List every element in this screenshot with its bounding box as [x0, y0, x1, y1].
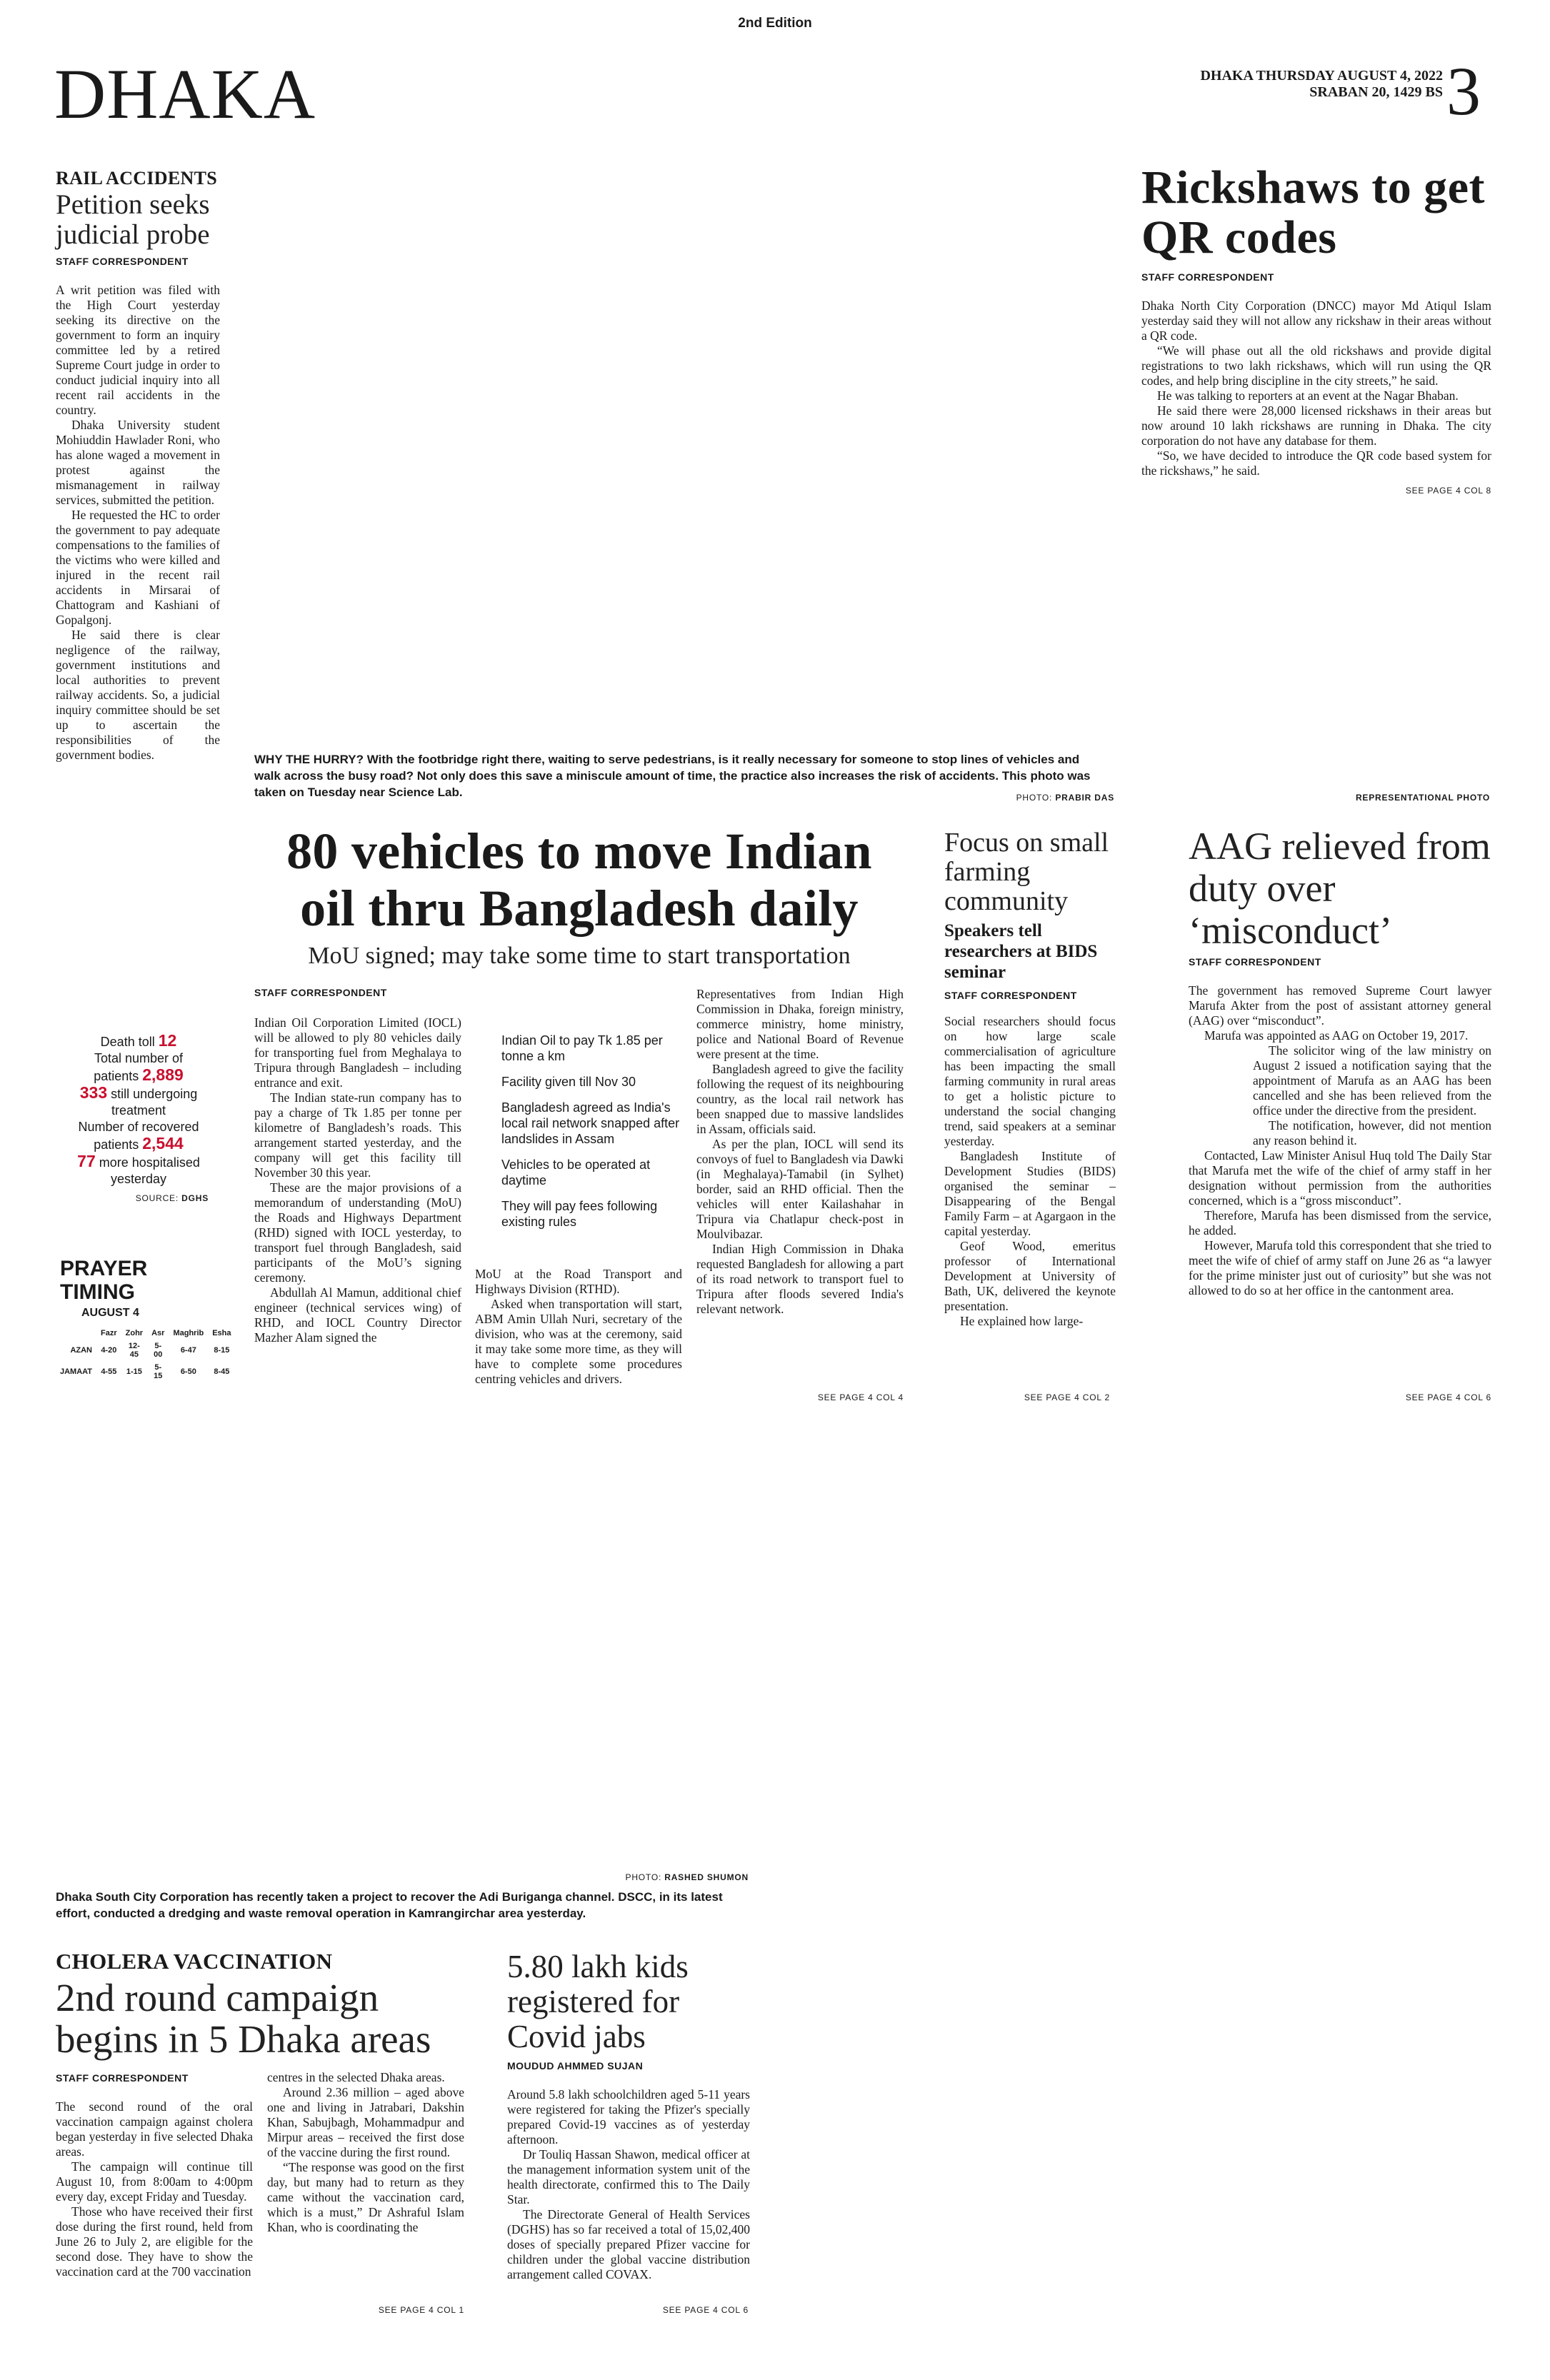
aag-paragraph: However, Marufa told this correspondent that she tried to meet the wife of chief of army staff on June 26 as “a lawyer for the prime minister just out of curiosity” but she was not allowed to do so at her office in the cantonment area. [1189, 1238, 1491, 1297]
aag-body [1189, 983, 1491, 1298]
rickshaw-body [1141, 298, 1491, 478]
rail-paragraph: He said there is clear negligence of the railway, government institutions and local authorities to prevent railway accidents. So, a judicial inquiry committee should be set up to ascertain the responsibilities of the government bodies. [56, 628, 220, 762]
kids-paragraph: Around 5.8 lakh schoolchildren aged 5-11 years were registered for taking the Pfizer's specially prepared Covid-19 vaccines as of yesterday afternoon. [507, 2087, 750, 2146]
cholera-column-2 [267, 2070, 464, 2235]
oil-paragraph: As per the plan, IOCL will send its convoys of fuel to Bangladesh via Dawki (in Meghalaya)-Tamabil (in Sylhet) border, said an RHD official. Then the vehicles will enter Kailashahar in Tripura via Chatlapur check-post in Moulvibazar. [696, 1137, 904, 1241]
aag-paragraph: Marufa was appointed as AAG on October 19, 2017. [1204, 1028, 1469, 1043]
oil-paragraph: Abdullah Al Mamun, additional chief engineer (technical services wing) of RHD, and IOCL Country Director Mazher Alam signed the [254, 1285, 461, 1345]
rail-story [56, 169, 220, 763]
cholera-paragraph: Around 2.36 million – aged above one and living in Jatrabari, Dakshin Khan, Sabujbagh, Mohammadpur and Mirpur areas – received the first dose of the vaccine during the first round. [267, 2085, 464, 2159]
prayer-table [60, 1327, 236, 1382]
rickshaw-story [1141, 163, 1491, 496]
prayer-title-line-2: TIMING [60, 1280, 135, 1304]
prayer-timing-box [60, 1257, 231, 1382]
death-toll-value: 12 [158, 1031, 177, 1050]
oil-column-3 [696, 987, 904, 1317]
farming-paragraph: Geof Wood, emeritus professor of International Development at University of Bath, UK, delivered the keynote presentation. [944, 1239, 1116, 1313]
highlight-item: Bangladesh agreed as India's local rail network snapped after landslides in Assam [501, 1100, 680, 1146]
patients-row: patients 2,889 [94, 1065, 184, 1084]
aag-paragraph: The notification, however, did not mention any reason behind it. [1253, 1118, 1491, 1148]
prayer-header: Asr [151, 1329, 165, 1337]
covid-source: SOURCE: DGHS [135, 1193, 209, 1203]
farming-headline: Focus on small farming community [944, 828, 1109, 916]
rickshaw-paragraph: “We will phase out all the old rickshaws and provide digital registrations to two lakh rickshaws, which will run using the QR codes, and help bring discipline in the city streets,” he said. [1141, 343, 1491, 388]
photo-caption-buriganga: Dhaka South City Corporation has recently taken a project to recover the Adi Buriganga channel. DSCC, in its latest effort, conducted a dredging and waste removal operation in Kamrangirchar area yesterday. [56, 1890, 723, 1920]
kids-body [507, 2087, 750, 2282]
rickshaw-headline: Rickshaws to get QR codes [1141, 161, 1485, 263]
photo-caption-hurry: WHY THE HURRY? With the footbridge right there, waiting to serve pedestrians, is it really necessary for someone to stop lines of vehicles and walk across the busy road? Not only does this save a miniscule amount of time, the practice also increases the risk of accidents. This photo was taken on Tuesday near Science Lab. [254, 753, 1091, 799]
prayer-header: Esha [212, 1329, 231, 1337]
kids-see-page: SEE PAGE 4 COL 6 [662, 2305, 749, 2315]
oil-see-page: SEE PAGE 4 COL 4 [817, 1392, 904, 1402]
cholera-column-1 [56, 2099, 253, 2279]
aag-paragraph: The government has removed Supreme Court lawyer Marufa Akter from the post of assistant attorney general (AAG) over “misconduct”. [1189, 983, 1491, 1028]
aag-paragraph: Therefore, Marufa has been dismissed from the service, he added. [1189, 1208, 1491, 1237]
cholera-headline-block [56, 1949, 470, 2060]
rickshaw-see-page: SEE PAGE 4 COL 8 [1405, 486, 1491, 496]
highlight-item: Indian Oil to pay Tk 1.85 per tonne a km [501, 1033, 663, 1063]
prayer-header: Fazr [101, 1329, 117, 1337]
patients-value: 2,889 [142, 1065, 184, 1084]
cholera-byline: STAFF CORRESPONDENT [56, 2072, 189, 2084]
rickshaw-paragraph: He said there were 28,000 licensed rickshaws in their areas but now around 10 lakh rickshaws are running in Dhaka. The city corporation do not have any database for them. [1141, 403, 1491, 448]
credit-label: PHOTO: [1016, 793, 1053, 803]
kids-byline: MOUDUD AHMMED SUJAN [507, 2060, 644, 2072]
photo-credit-prabir [929, 793, 1114, 803]
aag-story [1189, 825, 1491, 1298]
rail-paragraph: A writ petition was filed with the High Court yesterday seeking its directive on the government to form an inquiry committee led by a retired Supreme Court judge in order to conduct judicial inquiry into all recent rail accidents in the country. [56, 283, 220, 417]
oil-paragraph: Bangladesh agreed to give the facility following the request of its neighbouring country, as the local rail network has been snapped due to massive landslides in Assam, officials said. [696, 1062, 904, 1136]
cholera-see-page: SEE PAGE 4 COL 1 [378, 2305, 464, 2315]
rail-kicker: RAIL ACCIDENTS [56, 168, 217, 189]
treatment-label-line: treatment [111, 1103, 166, 1118]
oil-paragraph: Indian Oil Corporation Limited (IOCL) will be allowed to ply 80 vehicles daily for transporting fuel from Meghalaya to Tripura through Bangladesh – including entrance and exit. [254, 1015, 461, 1090]
farming-paragraph: Social researchers should focus on how large scale commercialisation of agriculture has been impacting the small farming community in rural areas to get a holistic picture to understand the social changing trend, said speakers at a seminar yesterday. [944, 1014, 1116, 1148]
rickshaw-paragraph: Dhaka North City Corporation (DNCC) mayor Md Atiqul Islam yesterday said they will not allow any rickshaw in their areas without a QR code. [1141, 298, 1491, 343]
cholera-paragraph: centres in the selected Dhaka areas. [267, 2070, 445, 2084]
farming-story [944, 828, 1116, 1329]
oil-headline-block [254, 823, 904, 970]
patients-label-line: Total number of [94, 1051, 184, 1065]
farming-subhead: Speakers tell researchers at BIDS seminar [944, 921, 1098, 982]
treatment-value: 333 [79, 1083, 108, 1102]
cholera-kicker: CHOLERA VACCINATION [56, 1949, 333, 1974]
prayer-header-row [60, 1327, 236, 1340]
page-number: 3 [1446, 53, 1481, 129]
oil-column-1 [254, 1015, 461, 1345]
aag-byline: STAFF CORRESPONDENT [1189, 956, 1321, 968]
farming-see-page: SEE PAGE 4 COL 2 [1024, 1392, 1110, 1402]
section-title: DHAKA [54, 54, 316, 134]
oil-paragraph: Representatives from Indian High Commission in Dhaka, foreign ministry, commerce ministry, home ministry, police and National Board of Revenue were present at the time. [696, 987, 904, 1061]
prayer-row-jamaat: JAMAAT 4-55 1-15 5-15 6-50 8-45 [60, 1363, 230, 1380]
rail-byline: STAFF CORRESPONDENT [56, 256, 189, 267]
rail-paragraph: Dhaka University student Mohiuddin Hawlader Roni, who has alone waged a movement in protest against the mismanagement in railway services, submitted the petition. [56, 418, 220, 507]
farming-byline: STAFF CORRESPONDENT [944, 990, 1077, 1001]
hospital-value: 77 [77, 1152, 96, 1170]
cholera-headline: 2nd round campaign begins in 5 Dhaka areas [56, 1976, 431, 2061]
oil-headline: 80 vehicles to move Indian oil thru Bangladesh daily [286, 823, 872, 937]
cholera-paragraph: The campaign will continue till August 10, from 8:00am to 4:00pm every day, except Friday and Tuesday. [56, 2159, 253, 2204]
prayer-header: Maghrib [173, 1329, 204, 1337]
cholera-paragraph: The second round of the oral vaccination campaign against cholera began yesterday in five selected Dhaka areas. [56, 2099, 253, 2159]
kids-headline: 5.80 lakh kids registered for Covid jabs [507, 1949, 689, 2054]
oil-paragraph: The Indian state-run company has to pay a charge of Tk 1.85 per tonne per kilometre of Bangladesh’s roads. This arrangement started yesterday, and the company will get this facility till November 30 this year. [254, 1090, 461, 1180]
oil-paragraph: Indian High Commission in Dhaka requested Bangladesh for allowing a part of its road network to transport fuel to Tripura after floods severed India's relevant network. [696, 1242, 904, 1316]
hospital-label-line: yesterday [110, 1172, 167, 1186]
highlight-item: Facility given till Nov 30 [501, 1075, 636, 1089]
prayer-header: Zohr [125, 1329, 144, 1337]
credit-label: PHOTO: [625, 1872, 662, 1882]
rail-headline: Petition seeks judicial probe [56, 189, 210, 250]
oil-paragraph: Asked when transportation will start, ABM Amin Ullah Nuri, secretary of the division, who was at the ceremony, said it may take some more time, as they will have to complete some procedures centring vehicles and drivers. [475, 1297, 682, 1386]
highlight-item: Vehicles to be operated at daytime [501, 1158, 651, 1188]
rickshaw-paragraph: He was talking to reporters at an event at the Nagar Bhaban. [1157, 388, 1459, 403]
prayer-title-line-1: PRAYER [60, 1257, 148, 1280]
oil-highlights [501, 1033, 687, 1240]
farming-paragraph: Bangladesh Institute of Development Studies (BIDS) organised the seminar – Disappearing of the Bengal Family Farm – at Agargaon in the capital yesterday. [944, 1149, 1116, 1238]
oil-byline: STAFF CORRESPONDENT [254, 987, 387, 998]
dateline-bangla: SRABAN 20, 1429 BS [1309, 84, 1443, 100]
aag-paragraph: Contacted, Law Minister Anisul Huq told The Daily Star that Marufa met the wife of the chief of army staff in her designation without permission from the authorities concerned, which is a “gross misconduct”. [1189, 1148, 1491, 1207]
oil-column-2 [475, 1267, 682, 1387]
recovered-row: patients 2,544 [94, 1134, 184, 1153]
representational-photo-label: REPRESENTATIONAL PHOTO [1355, 793, 1490, 803]
death-toll-row: Death toll 12 [100, 1031, 177, 1050]
aag-headline: AAG relieved from duty over ‘misconduct’ [1189, 825, 1491, 952]
kids-paragraph: Dr Touliq Hassan Shawon, medical officer at the management information system unit of the health directorate, confirmed this to The Daily Star. [507, 2147, 750, 2206]
dateline [1071, 68, 1443, 101]
prayer-row-azan: AZAN 4-20 12-45 5-00 6-47 8-15 [70, 1342, 230, 1359]
aag-paragraph: The solicitor wing of the law ministry on August 2 issued a notification saying that the appointment of Marufa as an AAG has been cancelled and she has been relieved from the office under the directive from the president. [1253, 1043, 1491, 1118]
cholera-paragraph: “The response was good on the first day, but many had to return as they came without the vaccination card, which is a must,” Dr Ashraful Islam Khan, who is coordinating the [267, 2160, 464, 2234]
rickshaw-byline: STAFF CORRESPONDENT [1141, 271, 1274, 283]
prayer-date: AUGUST 4 [81, 1307, 139, 1319]
rail-body [56, 283, 220, 763]
recovered-label-line: Number of recovered [78, 1120, 199, 1134]
rickshaw-paragraph: “So, we have decided to introduce the QR code based system for the rickshaws,” he said. [1141, 448, 1491, 478]
covid-stats-box [69, 1033, 209, 1207]
credit-name: PRABIR DAS [1055, 793, 1114, 803]
rail-paragraph: He requested the HC to order the government to pay adequate compensations to the families of the victims who were killed and injured in the recent rail accidents in Mirsarai of Chattogram and Kashiani of Gopalgonj. [56, 508, 220, 627]
farming-paragraph: He explained how large- [960, 1314, 1084, 1328]
credit-name: RASHED SHUMON [664, 1872, 749, 1882]
dateline-english: DHAKA THURSDAY AUGUST 4, 2022 [1200, 68, 1443, 84]
farming-body [944, 1014, 1116, 1329]
highlight-item: They will pay fees following existing rules [501, 1199, 658, 1229]
treatment-row: 333 still undergoing [79, 1083, 198, 1102]
cholera-paragraph: Those who have received their first dose during the first round, held from June 26 to July 2, are eligible for the second dose. They have to show the vaccination card at the 700 vaccination [56, 2204, 253, 2279]
photo-credit-rashed [543, 1872, 749, 1882]
oil-paragraph: These are the major provisions of a memorandum of understanding (MoU) the Roads and Highways Department (RHD) signed with IOCL yesterday, to transport fuel through Bangladesh, said participants of the MoU’s signing ceremony. [254, 1180, 461, 1285]
kids-paragraph: The Directorate General of Health Services (DGHS) has so far received a total of 15,02,400 doses of specially prepared Pfizer vaccine for children under the global vaccine distribution arrangement called COVAX. [507, 2207, 750, 2281]
oil-subhead: MoU signed; may take some time to start transportation [308, 943, 851, 969]
recovered-value: 2,544 [142, 1134, 184, 1153]
kids-story [507, 1949, 750, 2282]
aag-see-page: SEE PAGE 4 COL 6 [1405, 1392, 1491, 1402]
edition-label: 2nd Edition [738, 16, 812, 31]
oil-paragraph: MoU at the Road Transport and Highways Division (RTHD). [475, 1267, 682, 1296]
hospital-row: 77 more hospitalised [77, 1152, 200, 1170]
